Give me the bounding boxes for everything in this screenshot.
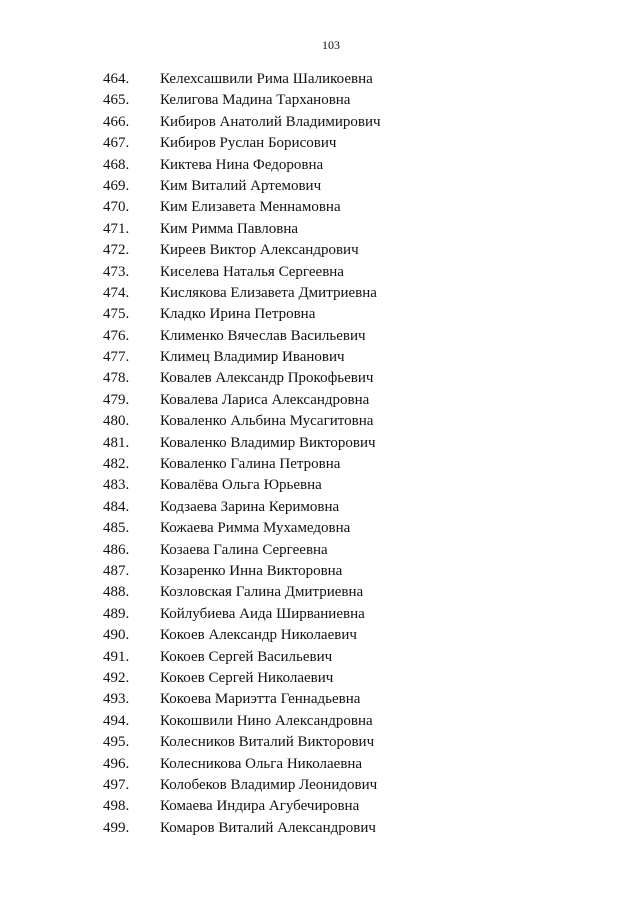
entry-name: Козаева Галина Сергеевна (160, 541, 328, 558)
entry-name: Комаева Индира Агубечировна (160, 798, 360, 815)
list-item (0, 411, 640, 432)
entry-number: 477. (103, 349, 130, 366)
entry-number: 494. (103, 712, 130, 729)
entry-name: Кислякова Елизавета Дмитриевна (160, 284, 377, 301)
entry-name: Кибиров Анатолий Владимирович (160, 113, 381, 130)
list-item (0, 732, 640, 753)
list-item (0, 197, 640, 218)
entry-number: 475. (103, 306, 130, 323)
list-item (0, 561, 640, 582)
list-item (0, 90, 640, 111)
entry-number: 488. (103, 584, 130, 601)
entry-name: Козаренко Инна Викторовна (160, 562, 343, 579)
entry-number: 493. (103, 691, 130, 708)
list-item (0, 155, 640, 176)
entry-name: Ким Виталий Артемович (160, 177, 322, 194)
entry-name: Коваленко Альбина Мусагитовна (160, 413, 374, 430)
list-item (0, 818, 640, 839)
entry-name: Колесников Виталий Викторович (160, 734, 375, 751)
entry-number: 487. (103, 562, 130, 579)
entry-number: 484. (103, 498, 130, 515)
entry-name: Кокошвили Нино Александровна (160, 712, 373, 729)
entry-name: Киселева Наталья Сергеевна (160, 263, 344, 280)
entry-name: Коваленко Владимир Викторович (160, 434, 376, 451)
entry-name: Климец Владимир Иванович (160, 349, 345, 366)
entry-number: 496. (103, 755, 130, 772)
entry-name: Кокоева Мариэтта Геннадьевна (160, 691, 361, 708)
list-item (0, 219, 640, 240)
list-item (0, 475, 640, 496)
entry-name: Ковалёва Ольга Юрьевна (160, 477, 322, 494)
entry-number: 492. (103, 669, 130, 686)
list-item (0, 433, 640, 454)
entry-number: 468. (103, 156, 130, 173)
entry-name: Ковалева Лариса Александровна (160, 391, 370, 408)
entry-name: Колобеков Владимир Леонидович (160, 776, 378, 793)
entry-number: 489. (103, 605, 130, 622)
entry-name: Кибиров Руслан Борисович (160, 135, 337, 152)
list-item (0, 668, 640, 689)
entry-name: Кожаева Римма Мухамедовна (160, 520, 351, 537)
entry-number: 478. (103, 370, 130, 387)
list-item (0, 711, 640, 732)
name-list (0, 69, 640, 839)
list-item (0, 283, 640, 304)
page-number: 103 (322, 38, 340, 52)
entry-number: 466. (103, 113, 130, 130)
entry-number: 483. (103, 477, 130, 494)
list-item (0, 754, 640, 775)
list-item (0, 326, 640, 347)
entry-name: Ким Римма Павловна (160, 220, 299, 237)
list-item (0, 112, 640, 133)
entry-number: 467. (103, 135, 130, 152)
entry-name: Келехсашвили Рима Шаликоевна (160, 71, 373, 87)
entry-name: Киктева Нина Федоровна (160, 156, 324, 173)
list-item (0, 518, 640, 539)
list-item (0, 497, 640, 518)
entry-number: 490. (103, 627, 130, 644)
entry-name: Кокоев Сергей Николаевич (160, 669, 334, 686)
entry-name: Киреев Виктор Александрович (160, 242, 359, 259)
list-item (0, 304, 640, 325)
list-item (0, 689, 640, 710)
entry-name: Кладко Ирина Петровна (160, 306, 316, 323)
entry-name: Клименко Вячеслав Васильевич (160, 327, 366, 344)
entry-number: 469. (103, 177, 130, 194)
list-item (0, 176, 640, 197)
list-item (0, 647, 640, 668)
list-item (0, 347, 640, 368)
entry-number: 474. (103, 284, 130, 301)
list-item (0, 240, 640, 261)
entry-number: 472. (103, 242, 130, 259)
entry-number: 499. (103, 819, 130, 836)
entry-name: Койлубиева Аида Ширваниевна (160, 605, 365, 622)
entry-name: Кокоев Сергей Васильевич (160, 648, 333, 665)
list-item (0, 368, 640, 389)
list-item (0, 775, 640, 796)
list-item (0, 133, 640, 154)
entry-number: 473. (103, 263, 130, 280)
entry-name: Кокоев Александр Николаевич (160, 627, 357, 644)
entry-name: Комаров Виталий Александрович (160, 819, 376, 836)
entry-number: 498. (103, 798, 130, 815)
list-item (0, 69, 640, 90)
list-item (0, 454, 640, 475)
entry-number: 482. (103, 456, 130, 473)
entry-name: Коваленко Галина Петровна (160, 456, 341, 473)
entry-number: 481. (103, 434, 130, 451)
list-item (0, 390, 640, 411)
entry-number: 497. (103, 776, 130, 793)
list-item (0, 604, 640, 625)
entry-number: 486. (103, 541, 130, 558)
entry-number: 471. (103, 220, 130, 237)
list-item (0, 625, 640, 646)
list-item (0, 262, 640, 283)
list-item (0, 796, 640, 817)
entry-number: 491. (103, 648, 130, 665)
entry-number: 485. (103, 520, 130, 537)
entry-number: 465. (103, 92, 130, 109)
entry-name: Козловская Галина Дмитриевна (160, 584, 364, 601)
entry-name: Кодзаева Зарина Керимовна (160, 498, 340, 515)
entry-name: Колесникова Ольга Николаевна (160, 755, 363, 772)
entry-number: 464. (103, 71, 130, 87)
entry-number: 480. (103, 413, 130, 430)
entry-number: 476. (103, 327, 130, 344)
list-item (0, 582, 640, 603)
entry-number: 479. (103, 391, 130, 408)
entry-name: Ковалев Александр Прокофьевич (160, 370, 374, 387)
entry-number: 495. (103, 734, 130, 751)
entry-name: Келигова Мадина Тархановна (160, 92, 351, 109)
entry-name: Ким Елизавета Меннамовна (160, 199, 341, 216)
list-item (0, 540, 640, 561)
entry-number: 470. (103, 199, 130, 216)
